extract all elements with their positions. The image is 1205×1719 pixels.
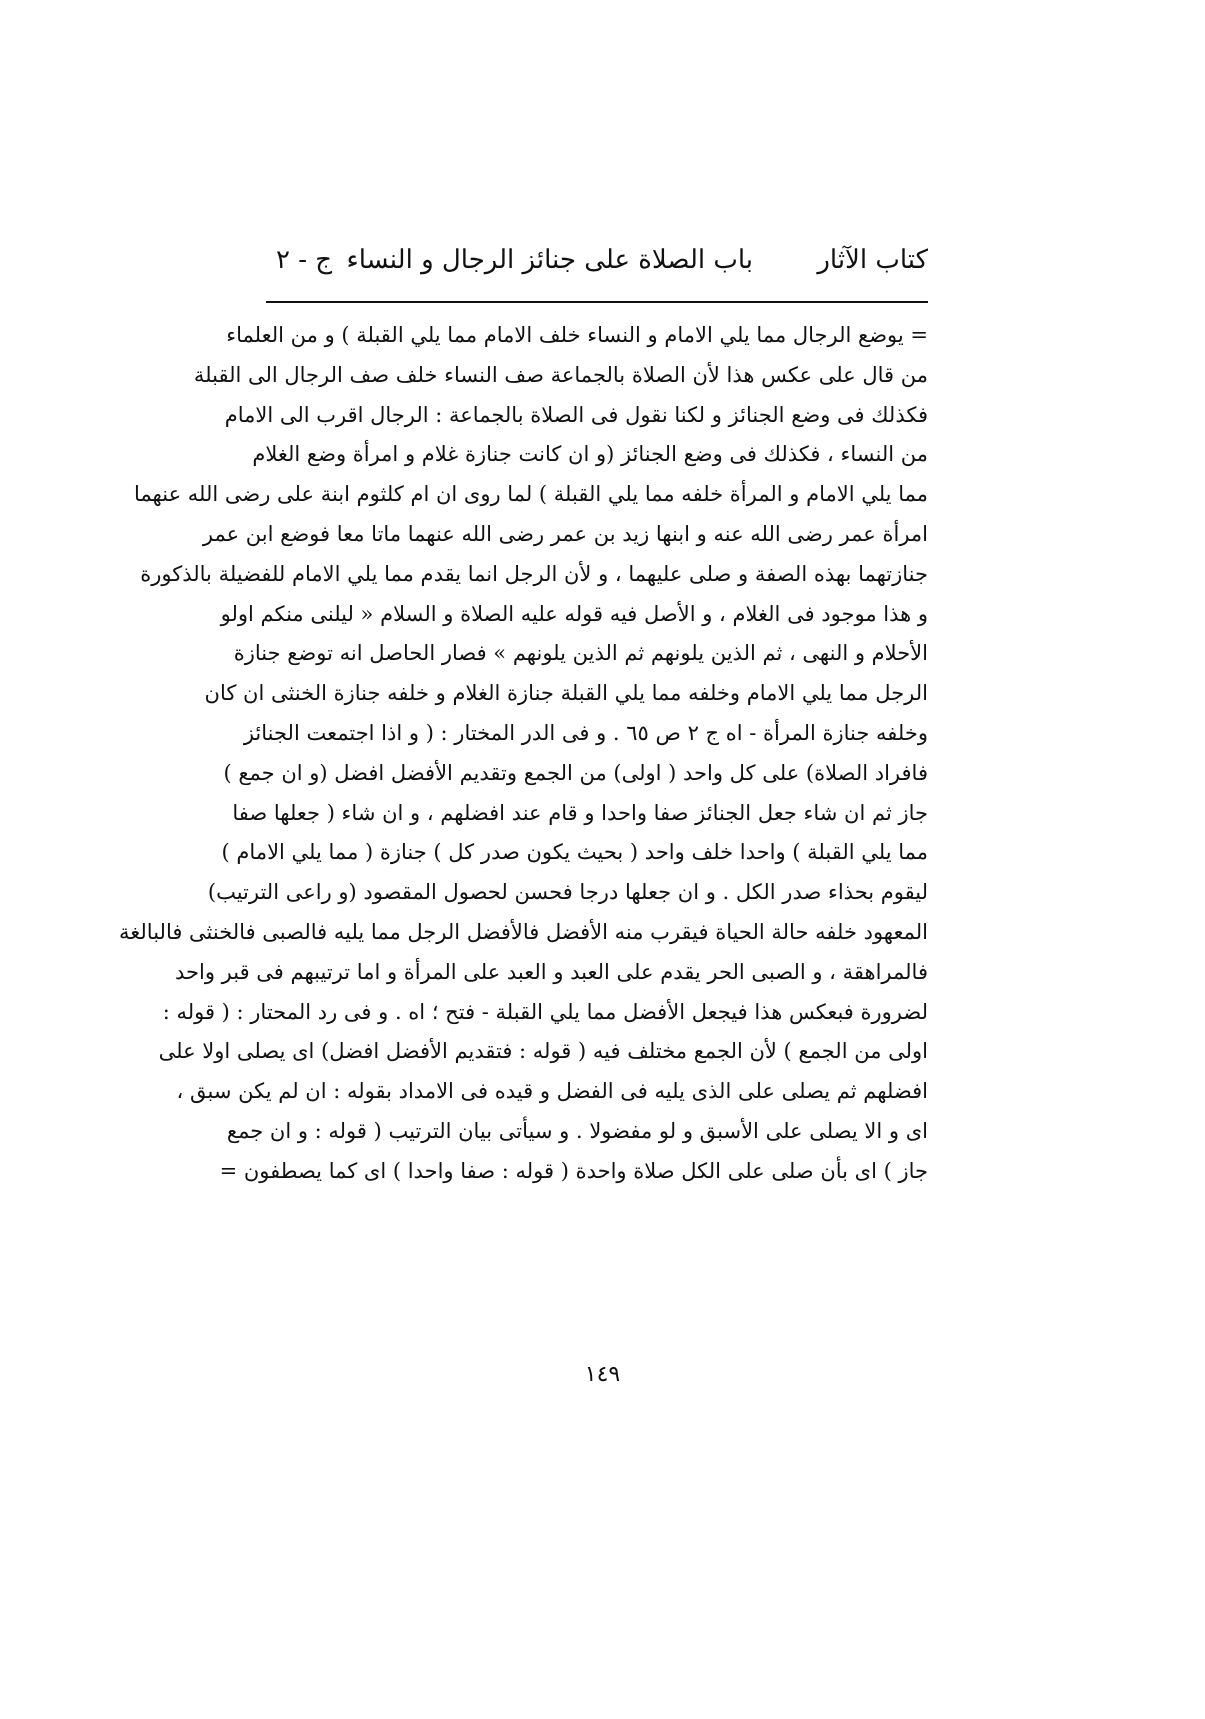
text-line: امرأة عمر رضى الله عنه و ابنها زيد بن عمر رضى الله عنهما ماتا معا فوضع ابن عمر [202,521,928,546]
text-line: المعهود خلفه حالة الحياة فيقرب منه الأفضل فالأفضل الرجل مما يليه فالصبى فالخنثى فالبالغة [119,919,928,944]
text-line: من النساء ، فكذلك فى وضع الجنائز (و ان كانت جنازة غلام و امرأة وضع الغلام [252,442,928,467]
text-line: وخلفه جنازة المرأة - اه ج ٢ ص ٦٥ . و فى الدر المختار : ( و اذا اجتمعت الجنائز [243,720,928,745]
text-line: فكذلك فى وضع الجنائز و لكنا نقول فى الصلاة بالجماعة : الرجال اقرب الى الامام [224,402,928,427]
text-line: = يوضع الرجال مما يلي الامام و النساء خلف الامام مما يلي القبلة ) و من العلماء [226,323,928,347]
text-line: فافراد الصلاة) على كل واحد ( اولى) من الجمع وتقديم الأفضل افضل (و ان جمع ) [223,760,928,785]
text-line: و هذا موجود فى الغلام ، و الأصل فيه قوله عليه الصلاة و السلام « ليلنى منكم اولو [220,601,928,626]
text-line: افضلهم ثم يصلى على الذى يليه فى الفضل و قيده فى الامداد بقوله : ان لم يكن سبق ، [176,1079,928,1104]
text-line: من قال على عكس هذا لأن الصلاة بالجماعة صف النساء خلف صف الرجال الى القبلة [193,362,928,387]
running-header [268,240,928,300]
page-number: ١٤٩ [584,1362,621,1387]
text-line: ليقوم بحذاء صدر الكل . و ان جعلها درجا فحسن لحصول المقصود (و راعى الترتيب) [207,880,928,905]
volume-label: ج - ٢ [276,245,333,275]
text-line: لضرورة فبعكس هذا فيجعل الأفضل مما يلي القبلة - فتح ؛ اه . و فى رد المحتار : ( قوله : [162,999,928,1024]
chapter-title: باب الصلاة على جنائز الرجال و النساء [346,245,753,275]
text-line: مما يلي القبلة ) واحدا خلف واحد ( بحيث يكون صدر كل ) جنازة ( مما يلي الامام ) [221,840,928,865]
text-line: الأحلام و النهى ، ثم الذين يلونهم ثم الذين يلونهم » فصار الحاصل انه توضع جنازة [233,641,928,666]
text-line: مما يلي الامام و المرأة خلفه مما يلي القبلة ) لما روى ان ام كلثوم ابنة على رضى الله عنهما [134,482,928,507]
text-line: اولى من الجمع ) لأن الجمع مختلف فيه ( قوله : فتقديم الأفضل افضل) اى يصلى اولا على [158,1039,928,1064]
text-line: جاز ) اى بأن صلى على الكل صلاة واحدة ( قوله : صفا واحدا ) اى كما يصطفون = [219,1158,928,1183]
header-rule [266,301,928,303]
text-line: جنازتهما بهذه الصفة و صلى عليهما ، و لأن الرجل انما يقدم مما يلي الامام للفضيلة بالذكورة [140,561,928,586]
text-line: فالمراهقة ، و الصبى الحر يقدم على العبد و العبد على المرأة و اما ترتيبهم فى قبر واحد [175,959,928,984]
book-title: كتاب الآثار [817,245,928,275]
text-line: جاز ثم ان شاء جعل الجنائز صفا واحدا و قام عند افضلهم ، و ان شاء ( جعلها صفا [232,800,928,825]
body-text [119,316,928,1192]
text-line: اى و الا يصلى على الأسبق و لو مفضولا . و سيأتى بيان الترتيب ( قوله : و ان جمع [226,1118,928,1143]
text-line: الرجل مما يلي الامام وخلفه مما يلي القبلة جنازة الغلام و خلفه جنازة الخنثى ان كان [204,681,928,706]
